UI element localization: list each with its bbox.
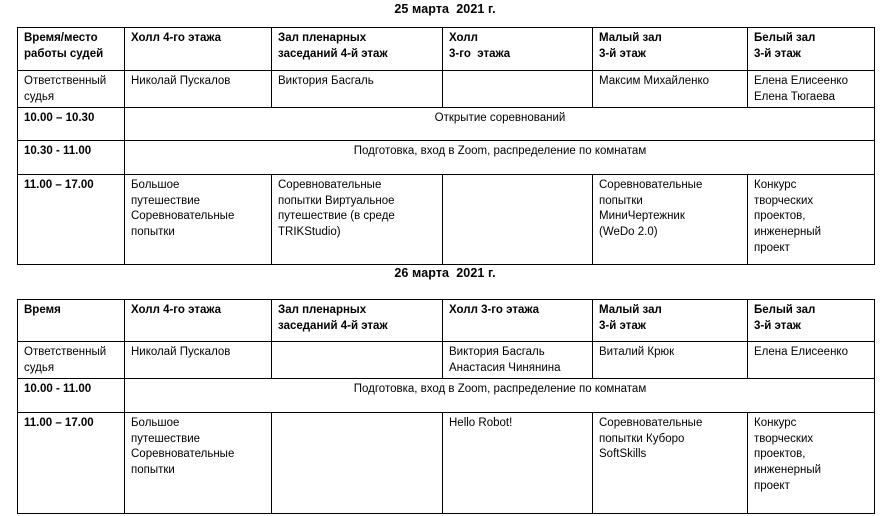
table-row (18, 413, 875, 514)
cell-text: Николай Пускалов (131, 75, 231, 87)
cell-judge-hall-4th (125, 71, 272, 108)
day1-schedule-table (17, 27, 875, 265)
cell-responsible-judge-label (18, 71, 125, 108)
cell-activity-white-hall (748, 175, 875, 265)
cell-judge-hall-4th (125, 342, 272, 379)
cell-text: Виктория Басгаль (278, 75, 374, 87)
time-text: 10.30 - 11.00 (24, 145, 92, 158)
table-row (18, 108, 875, 141)
header-text: Зал пленарных заседаний 4-й этаж (278, 304, 388, 332)
cell-time-slot (18, 141, 125, 175)
day2-date-title: 26 марта 2021 г. (394, 266, 496, 280)
cell-responsible-judge-label (18, 342, 125, 379)
cell-judge-plenary-hall (272, 71, 443, 108)
cell-text: Конкурс творческих проектов, инженерный проект (754, 179, 822, 254)
cell-text: Ответственный судья (24, 346, 107, 374)
cell-judge-plenary-hall (272, 342, 443, 379)
cell-text: Соревновательные попытки Куборо SoftSkills (599, 417, 703, 461)
cell-time-slot (18, 175, 125, 265)
cell-activity-small-hall (593, 413, 748, 514)
column-header-white-hall (748, 28, 875, 71)
table-row (18, 379, 875, 413)
header-text: Холл 3-го этажа (449, 32, 511, 60)
cell-time-slot (18, 413, 125, 514)
cell-activity-plenary-hall (272, 413, 443, 514)
column-header-small-hall (593, 300, 748, 342)
cell-text: Ответственный судья (24, 75, 107, 103)
cell-text: Конкурс творческих проектов, инженерный проект (754, 417, 822, 492)
time-text: 10.00 – 10.30 (24, 112, 95, 125)
cell-text: Соревновательные попытки МиниЧертежник (WeDo 2.0) (599, 179, 703, 238)
cell-merged-activity (125, 379, 875, 413)
header-text: Холл 4-го этажа (131, 32, 222, 44)
cell-judge-hall-3rd (443, 71, 593, 108)
cell-activity-white-hall (748, 413, 875, 514)
cell-text: Большое путешествие Соревновательные попытки (131, 179, 235, 238)
cell-text: Елена Елисеенко (754, 346, 848, 358)
header-text: Малый зал 3-й этаж (599, 304, 662, 332)
cell-text: Виталий Крюк (599, 346, 675, 358)
cell-activity-small-hall (593, 175, 748, 265)
cell-activity-hall-4th (125, 413, 272, 514)
column-header-hall-3rd (443, 28, 593, 71)
cell-time-slot (18, 379, 125, 413)
cell-text: Hello Robot! (449, 417, 513, 430)
column-header-time (18, 300, 125, 342)
header-text: Белый зал 3-й этаж (754, 304, 816, 332)
cell-time-slot (18, 108, 125, 141)
cell-text: Большое путешествие Соревновательные попытки (131, 417, 235, 476)
cell-text: Открытие соревнований (434, 112, 566, 125)
column-header-plenary-hall (272, 28, 443, 71)
cell-judge-white-hall (748, 71, 875, 108)
cell-judge-white-hall (748, 342, 875, 379)
time-text: 10.00 - 11.00 (24, 383, 92, 396)
cell-activity-hall-3rd (443, 175, 593, 265)
table-header-row (18, 300, 875, 342)
column-header-hall-4th (125, 28, 272, 71)
table-header-row (18, 28, 875, 71)
cell-judge-small-hall (593, 342, 748, 379)
cell-text: Подготовка, вход в Zoom, распределение по комнатам (353, 145, 647, 158)
column-header-white-hall (748, 300, 875, 342)
header-text: Холл 4-го этажа (131, 304, 222, 316)
cell-judge-hall-3rd (443, 342, 593, 379)
time-text: 11.00 – 17.00 (24, 417, 94, 430)
cell-text: Подготовка, вход в Zoom, распределение по комнатам (353, 383, 647, 396)
header-text: Время (24, 304, 61, 316)
column-header-hall-4th (125, 300, 272, 342)
cell-merged-activity (125, 141, 875, 175)
header-text: Белый зал 3-й этаж (754, 32, 816, 60)
column-header-hall-3rd (443, 300, 593, 342)
cell-text: Елена Елисеенко Елена Тюгаева (754, 75, 848, 103)
cell-activity-hall-3rd (443, 413, 593, 514)
day2-schedule-table (17, 299, 875, 514)
cell-judge-small-hall (593, 71, 748, 108)
table-row (18, 141, 875, 175)
column-header-small-hall (593, 28, 748, 71)
header-text: Малый зал 3-й этаж (599, 32, 662, 60)
column-header-plenary-hall (272, 300, 443, 342)
table-row (18, 342, 875, 379)
header-text: Холл 3-го этажа (449, 304, 540, 316)
column-header-time-place (18, 28, 125, 71)
day1-date-title: 25 марта 2021 г. (394, 2, 496, 16)
table-row (18, 71, 875, 108)
cell-text: Николай Пускалов (131, 346, 231, 358)
header-text: Зал пленарных заседаний 4-й этаж (278, 32, 388, 60)
header-text: Время/место работы судей (24, 32, 104, 60)
cell-activity-hall-4th (125, 175, 272, 265)
table-row (18, 175, 875, 265)
cell-text: Максим Михайленко (599, 75, 709, 87)
cell-text: Виктория Басгаль Анастасия Чинянина (449, 346, 561, 374)
cell-text: Соревновательные попытки Виртуальное путешествие (в среде TRIKStudio) (278, 179, 395, 238)
cell-merged-activity (125, 108, 875, 141)
cell-activity-plenary-hall (272, 175, 443, 265)
time-text: 11.00 – 17.00 (24, 179, 94, 192)
